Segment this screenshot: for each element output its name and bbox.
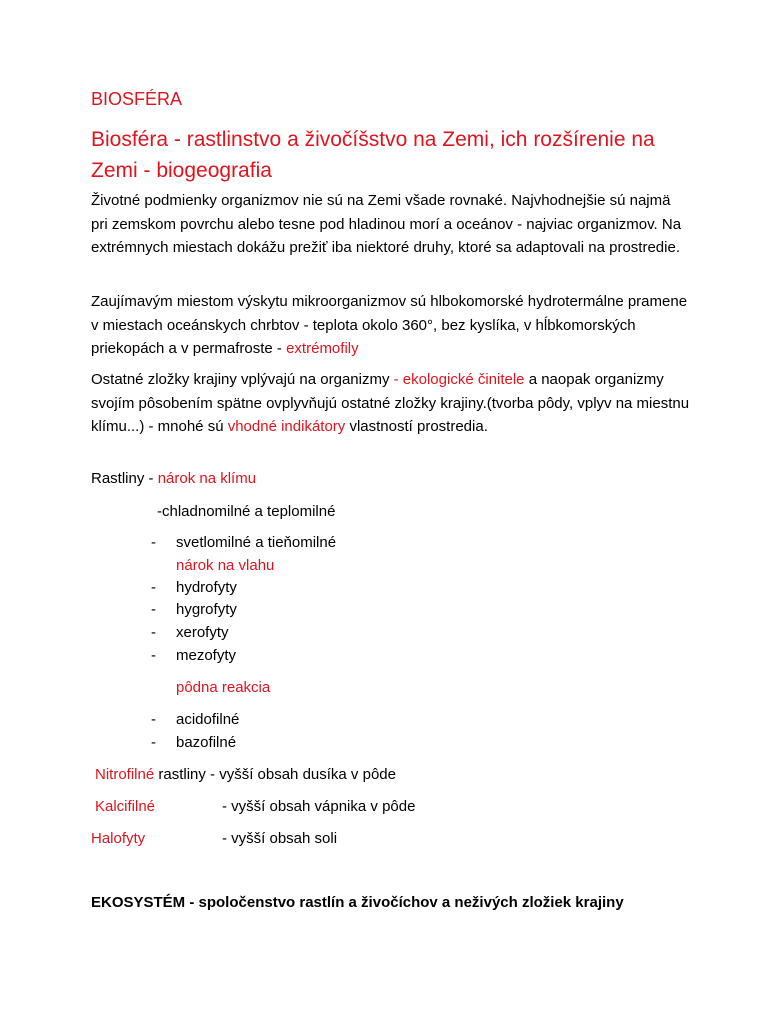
climate-item-cold-warm: -chladnomilné a teplomilné: [157, 503, 336, 520]
moisture-item: hydrofyty: [176, 579, 237, 596]
document-subtitle: Biosféra - rastlinstvo a živočíšstvo na Zemi, ich rozšírenie na Zemi - biogeografia: [91, 128, 655, 182]
halophytes-text: - vyšší obsah soli: [222, 830, 338, 847]
list-dash: -: [151, 624, 156, 641]
nitrophilous-term: Nitrofilné: [95, 766, 155, 783]
list-dash: -: [151, 601, 156, 618]
calciphilous-term: Kalcifilné: [95, 798, 156, 815]
list-dash: -: [151, 734, 156, 751]
highlight-extremofily: extrémofily: [286, 340, 359, 357]
soil-item: bazofilné: [176, 734, 237, 751]
list-dash: -: [151, 711, 156, 728]
paragraph-microorganisms: [91, 290, 691, 361]
document-title: BIOSFÉRA: [91, 89, 183, 109]
paragraph-ecological-factors: [91, 368, 691, 439]
soil-heading: pôdna reakcia: [176, 679, 271, 696]
nitrophilous-text: rastliny - vyšší obsah dusíka v pôde: [154, 766, 396, 783]
plants-climate-line: [91, 469, 256, 489]
list-dash: -: [151, 579, 156, 596]
nitrophilous-line: [95, 765, 396, 785]
halophytes-term: Halofyty: [91, 830, 146, 847]
moisture-item: mezofyty: [176, 647, 237, 664]
moisture-item: xerofyty: [176, 624, 229, 641]
climate-item-light-shade: svetlomilné a tieňomilné: [176, 534, 337, 551]
paragraph-conditions: Životné podmienky organizmov nie sú na Zemi všade rovnaké. Najvhodnejšie sú najmä pri zemskom povrchu alebo tesne pod hladinou morí a oceánov - najviac organizmov. Na extrémnych miestach dokážu prežiť iba niektoré druhy, ktoré sa adaptovali na prostredie.: [91, 192, 682, 256]
paragraph-ecological-text-1: Ostatné zložky krajiny vplývajú na organizmy: [91, 371, 394, 388]
moisture-heading: nárok na vlahu: [176, 557, 275, 574]
highlight-ecological-factors: - ekologické činitele: [393, 371, 525, 388]
soil-item: acidofilné: [176, 711, 240, 728]
plants-label: Rastliny -: [91, 470, 158, 487]
paragraph-ecological-text-3: vlastností prostredia.: [345, 418, 488, 435]
list-dash: -: [151, 647, 156, 664]
paragraph-ecological-text-2: a naopak organizmy svojím pôsobením spätne ovplyvňujú ostatné zložky krajiny.(tvorba pôdy, vplyv na miestnu klímu...) - mnohé sú: [91, 371, 690, 435]
calciphilous-text: - vyšší obsah vápnika v pôde: [222, 798, 416, 815]
highlight-indicators: vhodné indikátory: [227, 418, 346, 435]
list-dash: -: [151, 534, 156, 551]
paragraph-microorganisms-text: Zaujímavým miestom výskytu mikroorganizmov sú hlbokomorské hydrotermálne pramene v miestach oceánskych chrbtov - teplota okolo 360°, bez kyslíka, v hĺbkomorských priekopách a v permafroste -: [91, 293, 688, 357]
plants-climate-highlight: nárok na klímu: [157, 470, 257, 487]
ecosystem-heading: EKOSYSTÉM - spoločenstvo rastlín a živočíchov a neživých zložiek krajiny: [91, 894, 624, 911]
moisture-item: hygrofyty: [176, 601, 237, 618]
